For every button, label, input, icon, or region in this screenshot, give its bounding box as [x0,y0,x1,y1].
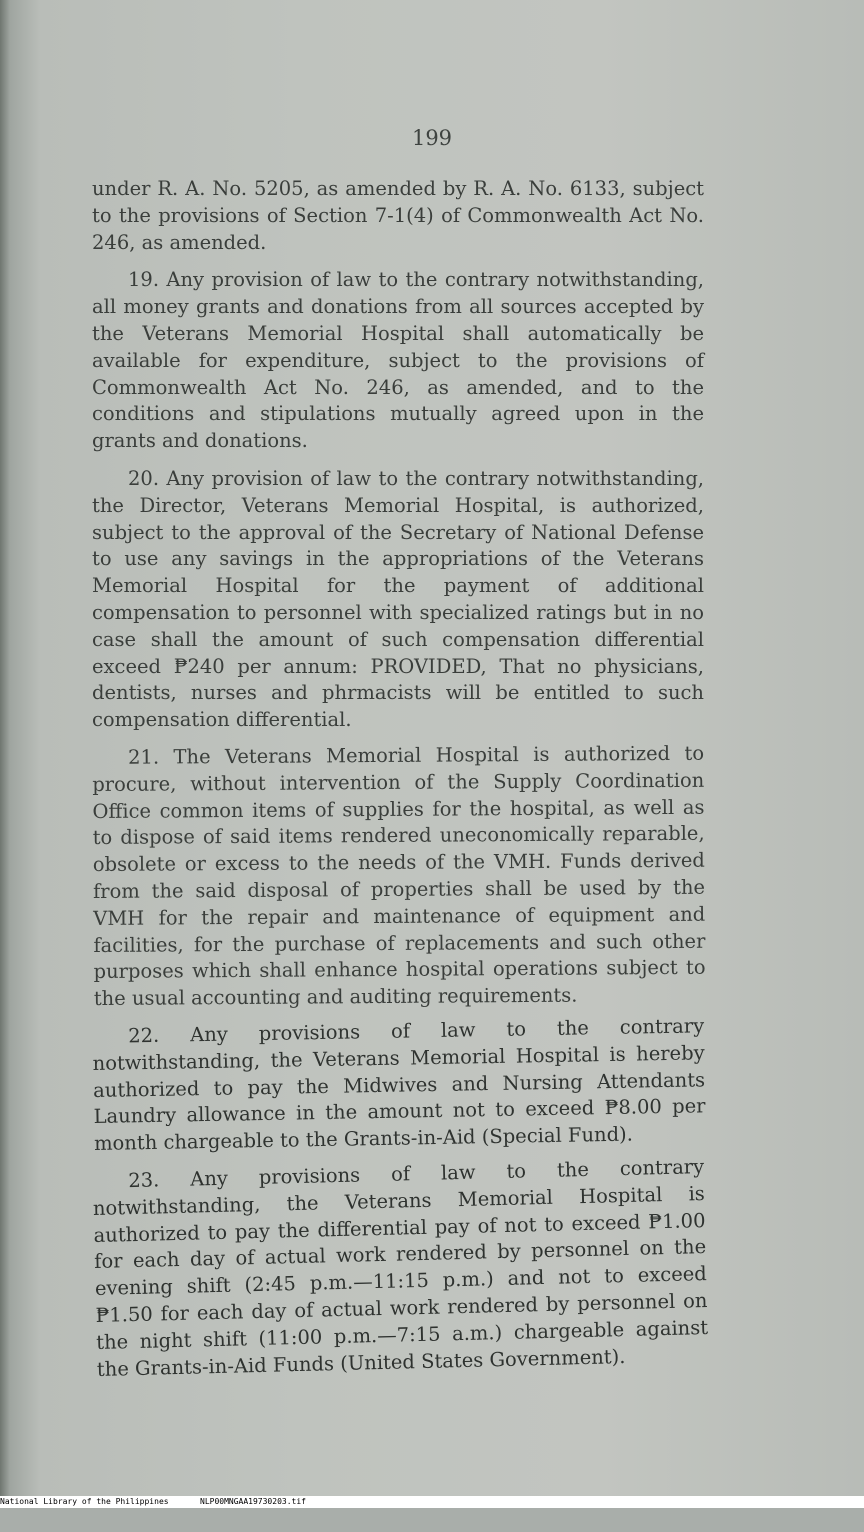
scan-footer [0,1496,864,1508]
footer-file-id: NLP00MNGAA19730203.tif [200,1497,306,1506]
body-text [92,176,709,1394]
paragraph-20: 20. Any provision of law to the contrary notwithstanding, the Director, Veterans Memorial Hospital, is authorized, subject to the approval of the Secretary of National Defense to use any savings in the appropriations of the Veterans Memorial Hospital for the payment of additional compensation to personnel with specialized ratings but in no case shall the amount of such compensation differential exceed ₱240 per annum: PROVIDED, That no physicians, dentists, nurses and phrmacists will be entitled to such compensation differential. [92,466,704,732]
paragraph-22: 22. Any provisions of law to the contrary notwithstanding, the Veterans Memorial Hospital is hereby authorized to pay the Midwives and Nursing Attendants Laundry allowance in the amount not to exceed ₱8.00 per month chargeable to the Grants-in-Aid (Special Fund). [92,1014,706,1156]
paragraph-23: 23. Any provisions of law to the contrary notwithstanding, the Veterans Memorial Hospital is authorized to pay the differential pay of not to exceed ₱1.00 for each day of actual work rendered by personnel on the evening shift (2:45 p.m.—11:15 p.m.) and not to exceed ₱1.50 for each day of actual work rendered by personnel on the night shift (11:00 p.m.—7:15 a.m.) chargeable against the Grants-in-Aid Funds (United States Government). [92,1154,709,1381]
footer-library: National Library of the Philippines [0,1497,169,1506]
paragraph-21: 21. The Veterans Memorial Hospital is authorized to procure, without intervention of the Supply Coordination Office common items of supplies for the hospital, as well as to dispose of said items rendered uneconomically reparable, obsolete or excess to the needs of the VMH. Funds derived from the said disposal of properties shall be used by the VMH for the repair and maintenance of equipment and facilities, for the purchase of replacements and such other purposes which shall enhance hospital operations subject to the usual accounting and auditing requirements. [92,741,706,1011]
paragraph-continuation: under R. A. No. 5205, as amended by R. A. No. 6133, subject to the provisions of Section 7-1(4) of Commonwealth Act No. 246, as amended. [92,177,704,254]
page-number: 199 [411,126,453,150]
paragraph-19: 19. Any provision of law to the contrary notwithstanding, all money grants and donations from all sources accepted by the Veterans Memorial Hospital shall automatically be available for expenditure, subject to the provisions of Commonwealth Act No. 246, as amended, and to the conditions and stipulations mutually agreed upon in the grants and donations. [92,268,704,453]
